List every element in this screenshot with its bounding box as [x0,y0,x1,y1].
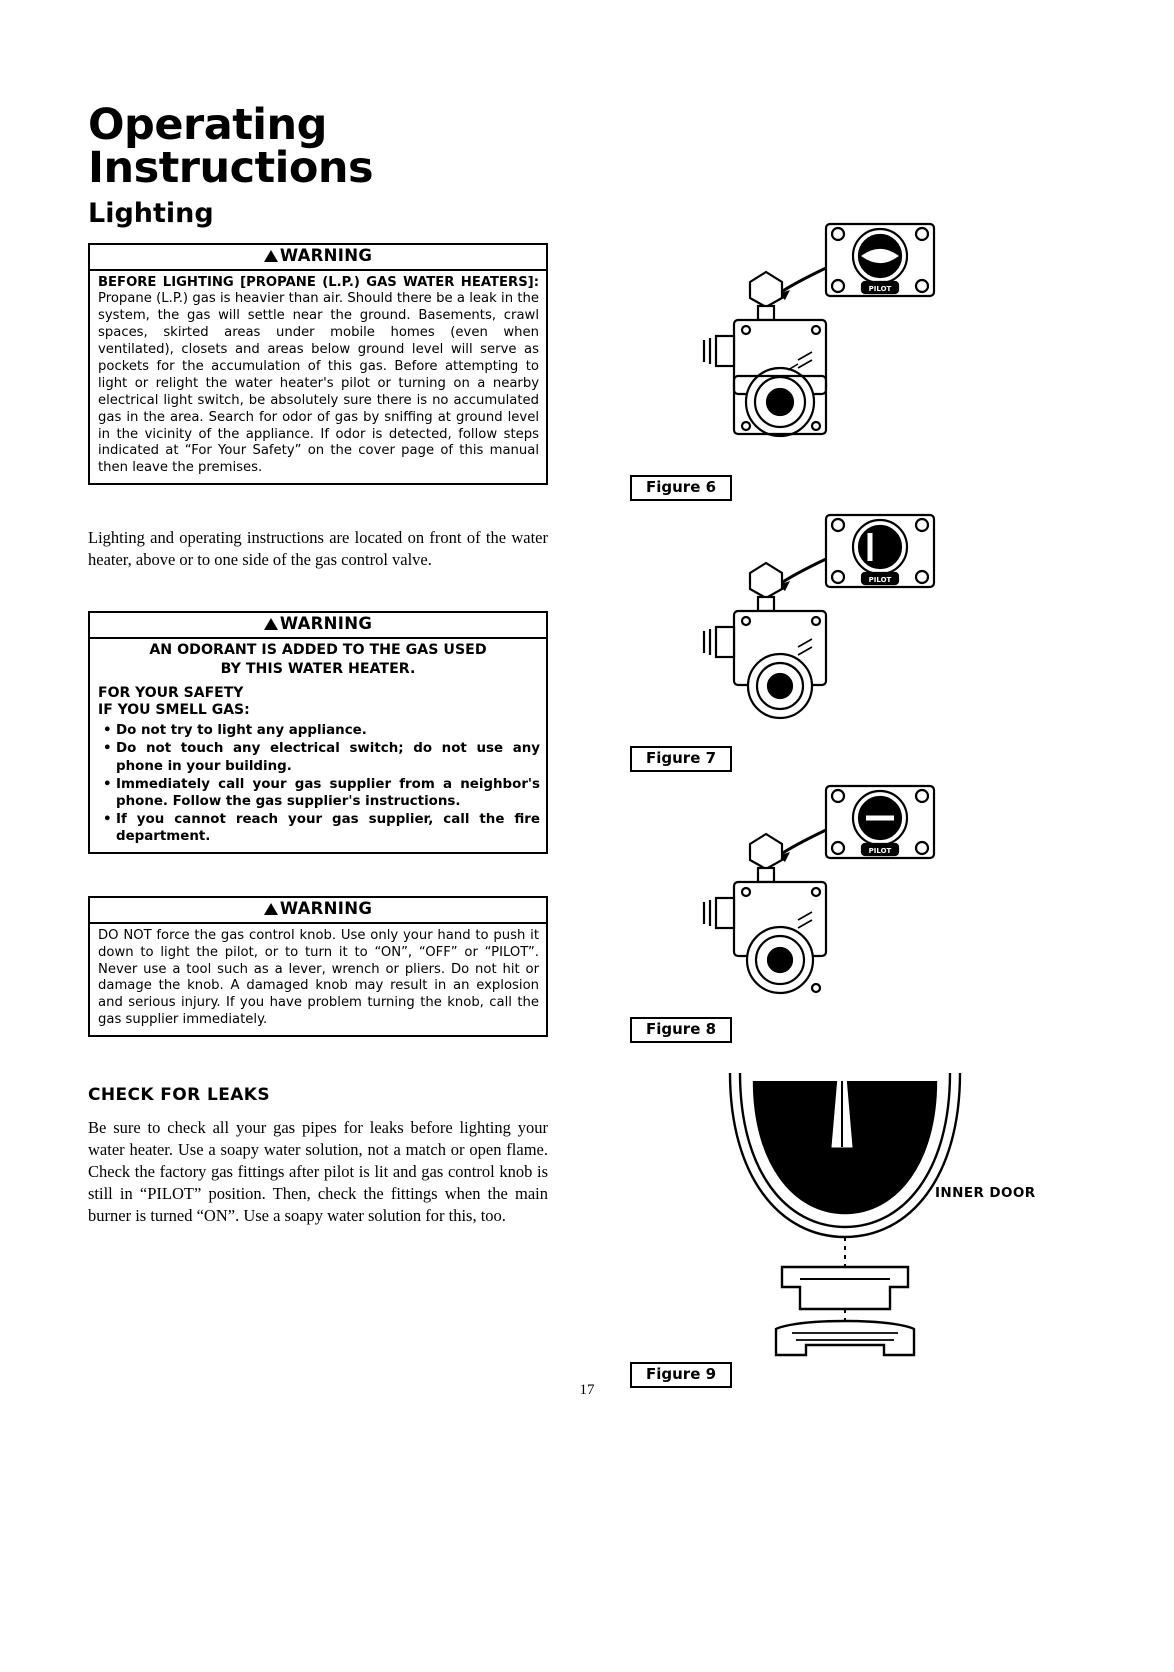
gas-control-valve-illustration [630,511,1090,746]
warning-header-label: WARNING [279,899,373,919]
list-item: • Do not try to light any appliance. [116,722,546,739]
figure-6-block [630,220,1090,501]
warning-body-text: Propane (L.P.) gas is heavier than air. Should there be a leak in the system, the gas will settle near the ground. Basements, crawl spaces, skirted areas under mobile homes (even when ventilated), closets and areas below ground level will serve as pockets for the accumulation of this gas. Before attempting to light or relight the water heater's pilot or turning on a nearby electrical light switch, be absolutely sure there is no accumulated gas in the area. Search for odor of gas by sniffing at ground level in the vicinity of the appliance. If odor is detected, follow steps indicated at “For Your Safety” on the cover page of this manual then leave the premises. [98,291,539,476]
figure-7-label: Figure 7 [630,746,732,772]
page-title: Operating Instructions [88,100,374,193]
inner-door-illustration [630,1067,1090,1362]
warning-triangle-icon [264,903,278,915]
warning-triangle-icon [264,618,278,630]
if-you-smell-gas-line: IF YOU SMELL GAS: [98,702,250,719]
warning-body-lead: BEFORE LIGHTING [PROPANE (L.P.) GAS WATER HEATERS]: [98,274,539,290]
list-item: • Immediately call your gas supplier from a neighbor's phone. Follow the gas supplier's instructions. [116,776,546,810]
gas-control-valve-illustration [630,220,1090,475]
figure-7-block [630,511,1090,772]
for-your-safety-line: FOR YOUR SAFETY [98,685,244,702]
warning-header [90,613,546,639]
warning-box-before-lighting [88,243,548,485]
warning-header-label: WARNING [279,246,373,265]
figure-9-block [630,1067,1090,1388]
figure-8-label: Figure 8 [630,1017,732,1043]
warning-triangle-icon [264,250,278,262]
figure-8-block [630,782,1090,1043]
odorant-statement-line-2: BY THIS WATER HEATER. [220,661,416,678]
warning-body: DO NOT force the gas control knob. Use only your hand to push it down to light the pilot, or to turn it to “ON”, “OFF” or “PILOT”. Never use a tool such as a lever, wrench or pliers. Do not hit or damage the knob. A damaged knob may result in an explosion and serious injury. If you have problem turning the knob, call the gas supplier immediately. [98,927,539,1028]
figure-6-label: Figure 6 [630,475,732,501]
figure-9-label: Figure 9 [630,1362,732,1388]
warning-header [90,245,546,271]
svg-text:PILOT: PILOT [868,285,892,293]
svg-text:PILOT: PILOT [868,576,892,584]
list-item: • Do not touch any electrical switch; do not use any phone in your building. [116,740,546,774]
warning-box-odorant [88,611,548,854]
warning-body [90,271,546,484]
section-subtitle: Lighting [88,198,214,229]
figures-column [630,220,1090,1388]
warning-header [90,898,546,924]
list-item: • If you cannot reach your gas supplier, call the fire department. [116,811,546,845]
left-text-column [88,100,548,1227]
warning-box-gas-control-knob [88,896,548,1037]
lighting-location-paragraph: Lighting and operating instructions are located on front of the water heater, above or to one side of the gas control valve. [88,528,548,570]
safety-steps-list [90,722,546,845]
page-number: 17 [579,1382,595,1398]
gas-control-valve-illustration [630,782,1090,1017]
check-for-leaks-paragraph: Be sure to check all your gas pipes for leaks before lighting your water heater. Use a soapy water solution, not a match or open flame. Check the factory gas fittings after pilot is lit and gas control knob is still in “PILOT” position. Then, check the fittings when the main burner is turned “ON”. Use a soapy water solution for this, too. [88,1118,548,1225]
odorant-statement-line-1: AN ODORANT IS ADDED TO THE GAS USED [149,641,487,658]
inner-door-callout: INNER DOOR [935,1185,1036,1201]
svg-text:PILOT: PILOT [868,847,892,855]
check-for-leaks-heading: CHECK FOR LEAKS [88,1085,270,1106]
warning-header-label: WARNING [279,614,373,634]
